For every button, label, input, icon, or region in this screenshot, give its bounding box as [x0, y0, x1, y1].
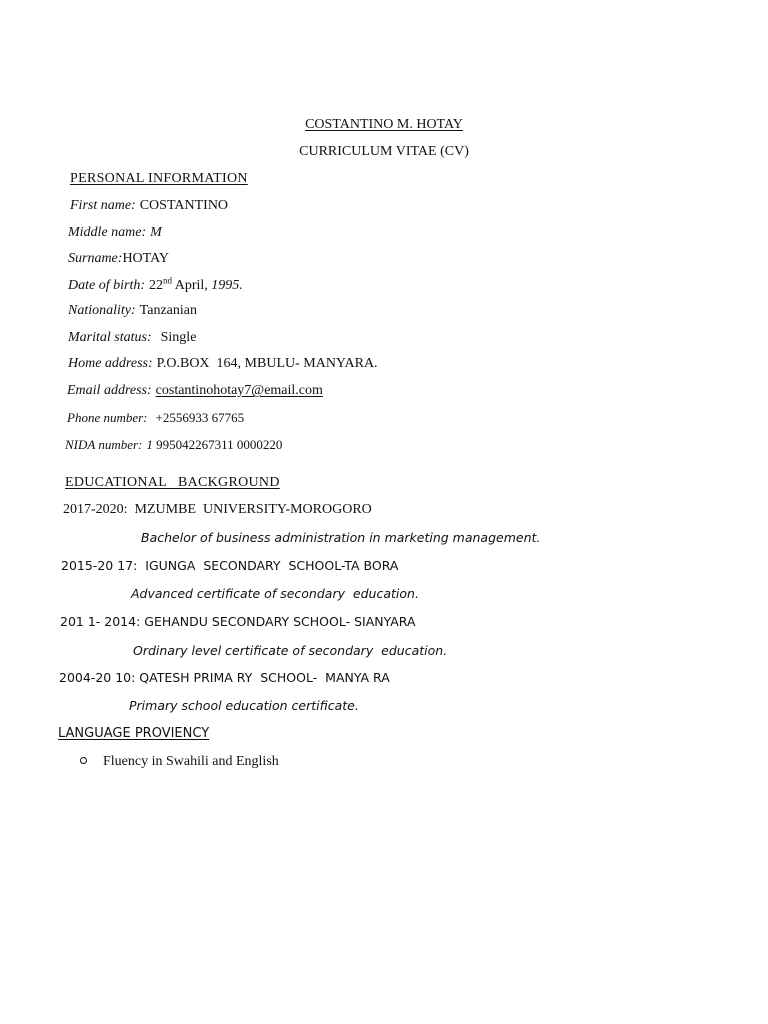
- phone-row: [67, 409, 244, 427]
- home-address-label: Home address:: [68, 356, 153, 371]
- education-detail-advanced: Advanced certificate of secondary education.: [131, 586, 419, 601]
- surname-row: [68, 250, 169, 268]
- dob-day-suffix: nd: [163, 275, 172, 286]
- nationality-value: Tanzanian: [139, 303, 197, 318]
- date-of-birth-row: [68, 277, 243, 295]
- education-detail-university: Bachelor of business administration in marketing management.: [141, 530, 541, 545]
- email-label: Email address:: [67, 383, 152, 398]
- education-entry-university: 2017-2020: MZUMBE UNIVERSITY-MOROGORO: [63, 502, 372, 517]
- language-heading: LANGUAGE PROVIENCY: [58, 726, 210, 741]
- email-link[interactable]: costantinohotay7@email.com: [155, 383, 323, 398]
- first-name-row: [70, 197, 228, 215]
- education-entry-advanced: 2015-20 17: IGUNGA SECONDARY SCHOOL-TA BORA: [61, 558, 399, 573]
- marital-status-row: [68, 329, 196, 347]
- marital-status-label: Marital status:: [68, 330, 152, 345]
- nida-value-prefix: 1: [146, 437, 153, 452]
- phone-value: +2556933 67765: [155, 410, 245, 425]
- personal-info-heading: PERSONAL INFORMATION: [70, 171, 248, 186]
- middle-name-label: Middle name:: [68, 225, 147, 240]
- education-detail-primary: Primary school education certificate.: [129, 698, 359, 713]
- middle-name-value: M: [150, 225, 162, 240]
- nida-value: 995042267311 0000220: [156, 437, 283, 452]
- dob-label: Date of birth:: [68, 278, 145, 293]
- email-row: [67, 382, 323, 400]
- language-item-text: Fluency in Swahili and English: [103, 754, 279, 769]
- surname-value: HOTAY: [122, 251, 170, 266]
- education-heading: EDUCATIONAL BACKGROUND: [65, 475, 280, 490]
- education-entry-primary: 2004-20 10: QATESH PRIMA RY SCHOOL- MANYA RA: [59, 670, 390, 685]
- cv-owner-name: COSTANTINO M. HOTAY: [305, 117, 463, 132]
- nationality-row: [68, 302, 197, 320]
- home-address-value: P.O.BOX 164, MBULU- MANYARA.: [156, 356, 378, 371]
- education-detail-ordinary: Ordinary level certificate of secondary education.: [133, 643, 448, 658]
- language-list-item: [80, 753, 279, 771]
- surname-label: Surname:: [68, 251, 123, 266]
- first-name-value: COSTANTINO: [139, 198, 229, 213]
- dob-month: April,: [174, 278, 208, 293]
- dob-day: 22: [149, 278, 163, 293]
- home-address-row: [68, 355, 378, 373]
- first-name-label: First name:: [70, 198, 136, 213]
- marital-status-value: Single: [160, 330, 197, 345]
- cv-document-title: CURRICULUM VITAE (CV): [299, 144, 469, 159]
- nida-row: [65, 436, 282, 454]
- hollow-bullet-icon: [80, 757, 87, 764]
- nationality-label: Nationality:: [68, 303, 136, 318]
- phone-label: Phone number:: [67, 410, 148, 425]
- nida-label: NIDA number:: [65, 437, 143, 452]
- education-entry-ordinary: 201 1- 2014: GEHANDU SECONDARY SCHOOL- SIANYARA: [60, 614, 416, 629]
- middle-name-row: [68, 224, 162, 242]
- dob-year: 1995.: [211, 278, 243, 293]
